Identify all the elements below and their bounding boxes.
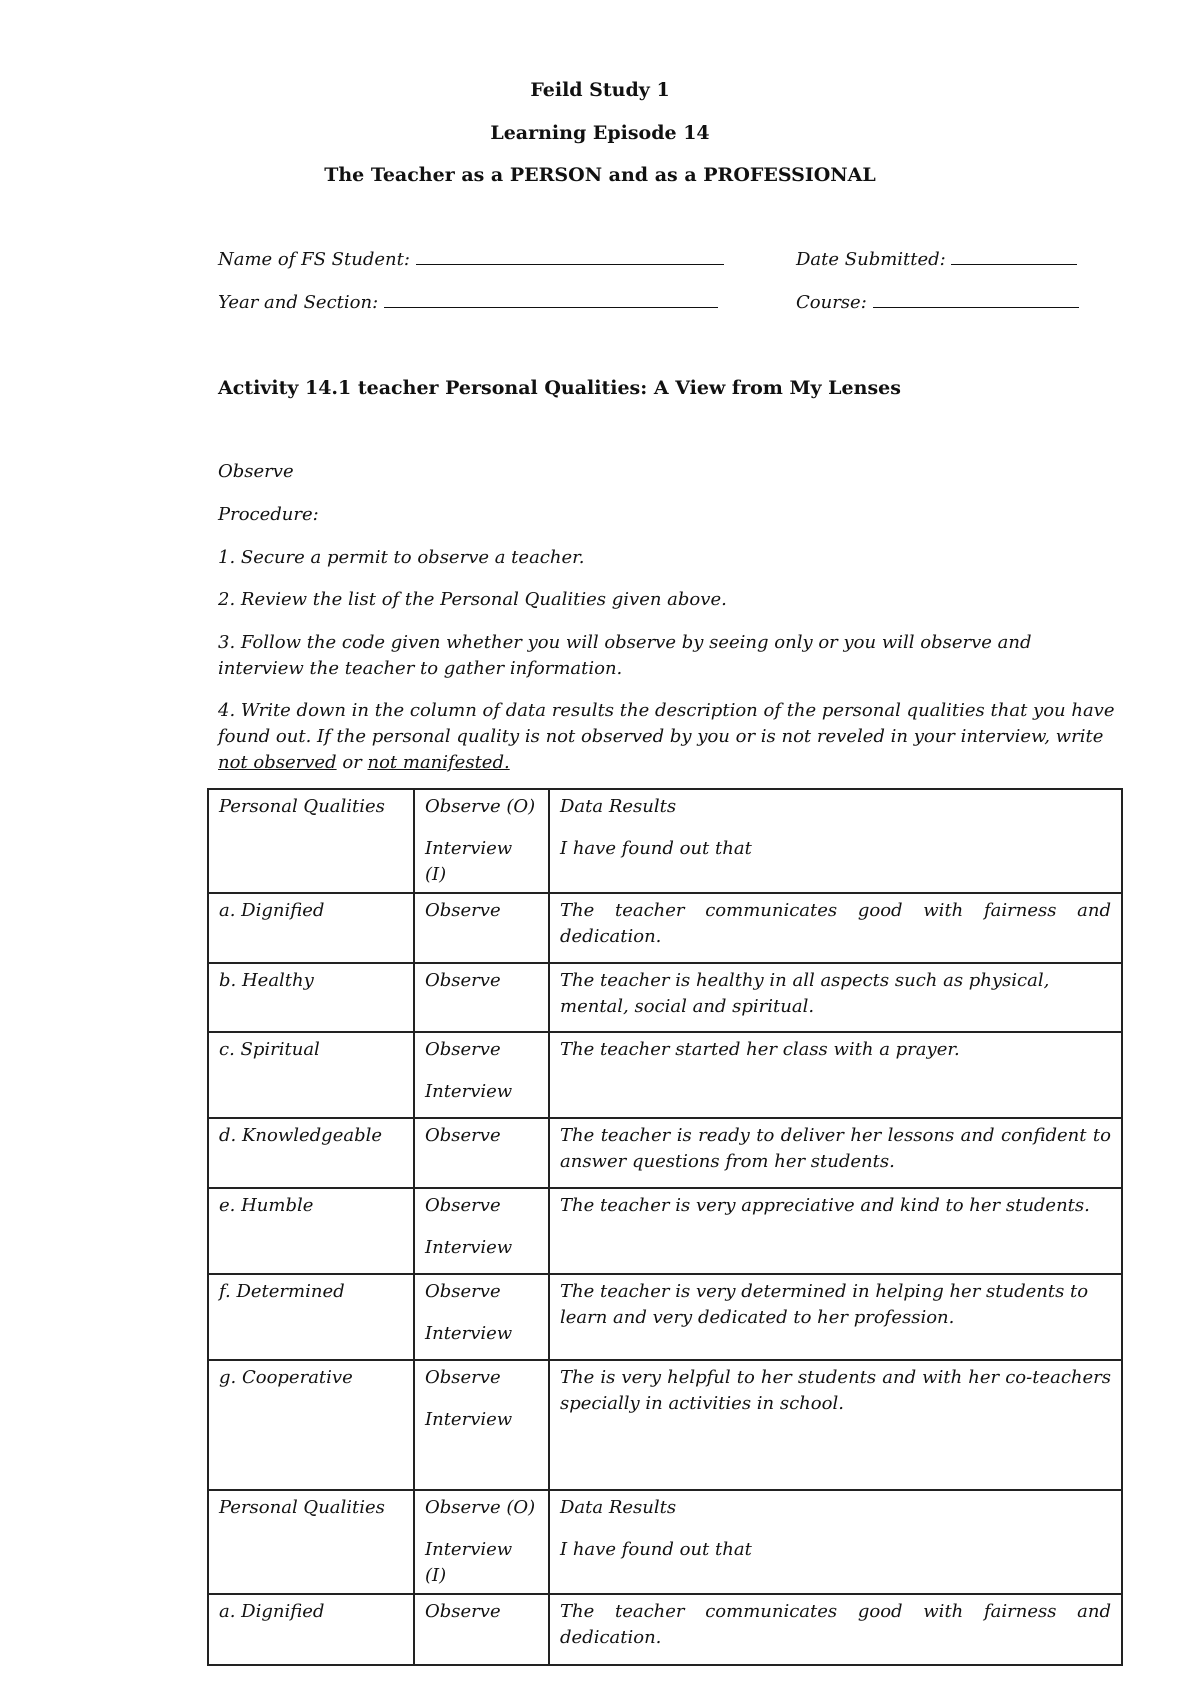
table-row: [208, 963, 1122, 1032]
method-cell: Observe Interview: [414, 1360, 549, 1490]
episode-title: Learning Episode 14: [490, 122, 710, 144]
header-personal-qualities: Personal Qualities: [208, 789, 414, 893]
name-label: Name of FS Student:: [218, 249, 410, 270]
step-2: 2. Review the list of the Personal Qualities given above.: [218, 589, 727, 610]
method-cell: Observe Interview: [414, 1274, 549, 1360]
result-cell: The teacher is healthy in all aspects such as physical, mental, social and spiritual.: [549, 963, 1122, 1032]
year-blank[interactable]: [384, 289, 718, 308]
table-row: [208, 1118, 1122, 1188]
header-data-results: Data Results I have found out that: [549, 789, 1122, 893]
procedure-label: Procedure:: [218, 504, 319, 525]
table-row: [208, 1360, 1122, 1490]
quality-cell: c. Spiritual: [208, 1032, 414, 1118]
date-blank[interactable]: [951, 246, 1077, 265]
table-row: [208, 1188, 1122, 1274]
name-field: [218, 246, 724, 273]
method-cell: Observe: [414, 1594, 549, 1665]
course-field: [796, 289, 1079, 316]
step-4-text: 4. Write down in the column of data results the description of the personal qualities that you have found out. If the personal quality is not observed by you or is not reveled in your interview, write: [218, 700, 1115, 747]
method-cell: Observe: [414, 1118, 549, 1188]
qualities-table: [207, 788, 1123, 1666]
quality-cell: d. Knowledgeable: [208, 1118, 414, 1188]
table-row: [208, 1594, 1122, 1665]
date-label: Date Submitted:: [796, 249, 946, 270]
result-cell: The teacher communicates good with fairness and dedication.: [549, 893, 1122, 963]
course-label: Course:: [796, 292, 867, 313]
episode-subtitle: The Teacher as a PERSON and as a PROFESSIONAL: [324, 164, 876, 186]
quality-cell: a. Dignified: [208, 893, 414, 963]
observe-label: Observe: [218, 461, 294, 482]
year-field: [218, 289, 718, 316]
table-header-row-repeat: [208, 1490, 1122, 1594]
step-1: 1. Secure a permit to observe a teacher.: [218, 547, 585, 568]
not-observed-text: not observed: [218, 752, 337, 773]
step-4-or: or: [336, 752, 368, 773]
table-row: [208, 1032, 1122, 1118]
result-cell: The teacher is ready to deliver her lessons and confident to answer questions from her students.: [549, 1118, 1122, 1188]
course-blank[interactable]: [873, 289, 1079, 308]
result-cell: The is very helpful to her students and with her co-teachers specially in activities in school.: [549, 1360, 1122, 1490]
date-field: [796, 246, 1077, 273]
result-cell: The teacher is very determined in helping her students to learn and very dedicated to her profession.: [549, 1274, 1122, 1360]
table-row: [208, 1274, 1122, 1360]
header-observe-interview: Observe (O) Interview (I): [414, 1490, 549, 1594]
quality-cell: g. Cooperative: [208, 1360, 414, 1490]
table-header-row: [208, 789, 1122, 893]
result-cell: The teacher communicates good with fairness and dedication.: [549, 1594, 1122, 1665]
year-label: Year and Section:: [218, 292, 379, 313]
name-blank[interactable]: [416, 246, 724, 265]
quality-cell: a. Dignified: [208, 1594, 414, 1665]
method-cell: Observe Interview: [414, 1032, 549, 1118]
header-personal-qualities: Personal Qualities: [208, 1490, 414, 1594]
method-cell: Observe: [414, 963, 549, 1032]
quality-cell: e. Humble: [208, 1188, 414, 1274]
activity-title: Activity 14.1 teacher Personal Qualities: A View from My Lenses: [218, 377, 901, 399]
method-cell: Observe: [414, 893, 549, 963]
quality-cell: f. Determined: [208, 1274, 414, 1360]
result-cell: The teacher is very appreciative and kind to her students.: [549, 1188, 1122, 1274]
doc-title: Feild Study 1: [530, 79, 670, 101]
step-3: 3. Follow the code given whether you will observe by seeing only or you will observe and interview the teacher to gather information.: [218, 632, 1032, 679]
not-manifested-text: not manifested.: [367, 752, 510, 773]
quality-cell: b. Healthy: [208, 963, 414, 1032]
method-cell: Observe Interview: [414, 1188, 549, 1274]
table-row: [208, 893, 1122, 963]
step-4: [218, 698, 1123, 776]
result-cell: The teacher started her class with a prayer.: [549, 1032, 1122, 1118]
header-data-results: Data Results I have found out that: [549, 1490, 1122, 1594]
header-observe-interview: Observe (O) Interview (I): [414, 789, 549, 893]
